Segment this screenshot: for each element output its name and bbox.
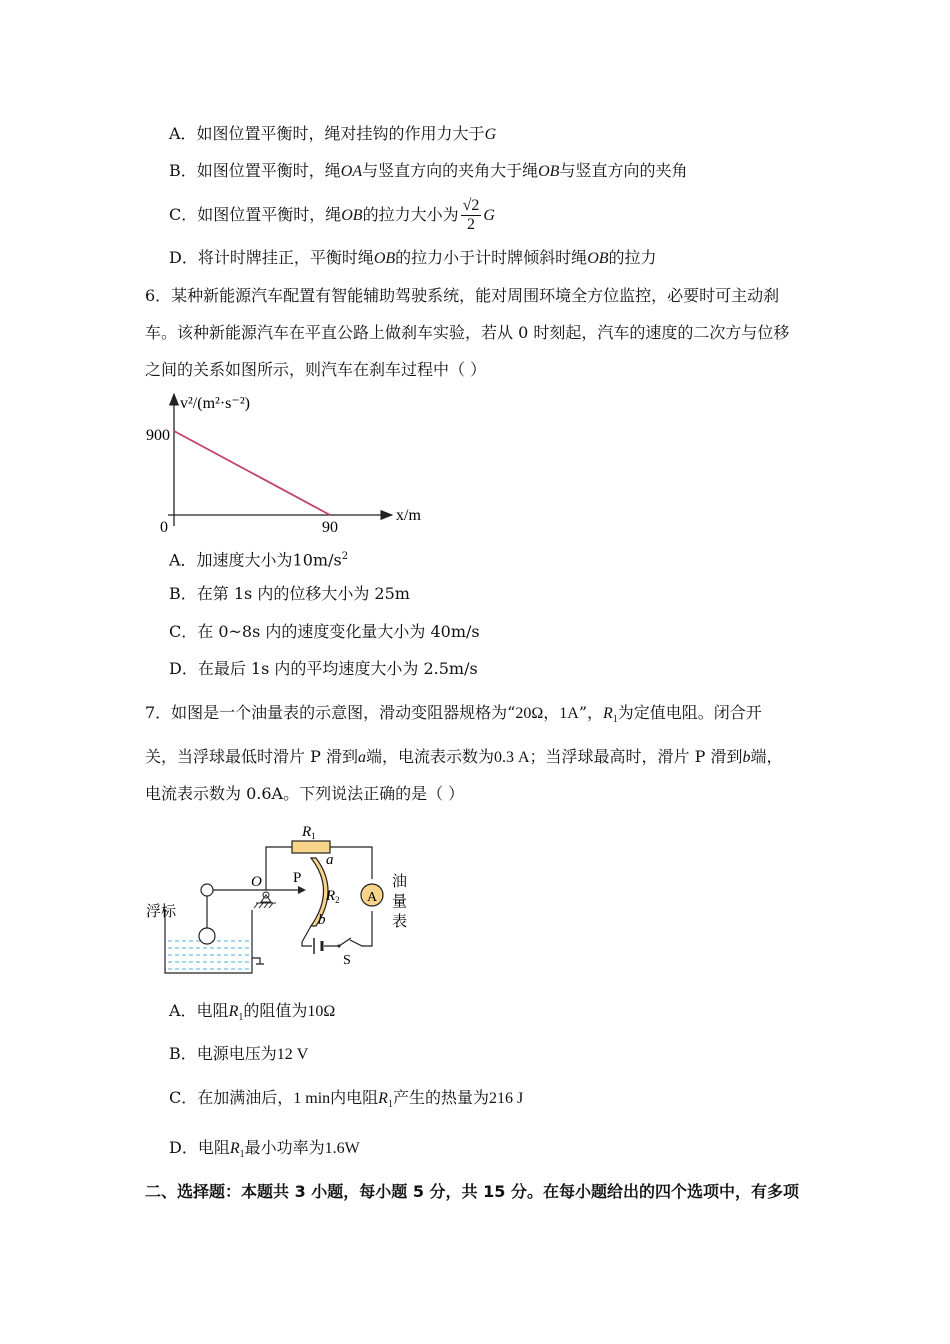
- o-label: O: [251, 874, 262, 890]
- r1-label: $R_1$: [302, 824, 316, 841]
- value: 1.6W: [324, 1140, 360, 1157]
- stem-text: 7．如图是一个油量表的示意图，滑动变阻器规格为“: [145, 703, 516, 722]
- value: 216 J: [488, 1090, 524, 1107]
- option-text: C．如图位置平衡时，绳: [169, 205, 342, 224]
- q7-option-c: [169, 1086, 523, 1117]
- x-tick-label: 90: [322, 519, 338, 536]
- q6-option-b: B．在第 1s 内的位移大小为 25m: [169, 584, 410, 603]
- option-text: 与竖直方向的夹角: [559, 161, 688, 180]
- variable: a: [357, 749, 366, 766]
- resistor-r1: [292, 841, 330, 853]
- option-text: B．电源电压为: [169, 1044, 277, 1063]
- q6-option-a: [169, 545, 348, 572]
- value: 1 min: [293, 1090, 331, 1107]
- section-2-heading: 二、选择题：本题共 3 小题，每小题 5 分，共 15 分。在每小题给出的四个选项中，有多项: [145, 1182, 799, 1201]
- gauge-label-3: 表: [392, 912, 408, 930]
- fraction: [461, 197, 482, 234]
- variable: OB: [587, 250, 609, 267]
- q6-option-d: D．在最后 1s 内的平均速度大小为 2.5m/s: [169, 659, 478, 678]
- variable: R: [228, 1003, 239, 1020]
- spec-value: 20Ω，1A: [515, 705, 579, 722]
- variable: OB: [373, 250, 396, 267]
- q5-option-b: [169, 159, 687, 184]
- slider-arrow: [298, 886, 306, 894]
- stem-text: 端，电流表示数为: [365, 747, 494, 766]
- option-text: 与竖直方向的夹角大于绳: [362, 161, 539, 180]
- stem-text: 关，当浮球最低时滑片 P 滑到: [145, 747, 358, 766]
- option-text: A．如图位置平衡时，绳对挂钩的作用力大于: [169, 124, 485, 143]
- gauge-label-1: 油: [392, 872, 408, 890]
- fraction-numerator: √2: [462, 197, 480, 214]
- variable: R: [603, 705, 613, 722]
- q7-stem-line2: [145, 745, 783, 770]
- variable: OB: [538, 163, 560, 180]
- option-text: 内电阻: [330, 1088, 379, 1107]
- option-text: 的拉力大小为: [362, 205, 459, 224]
- value: 10Ω: [307, 1003, 336, 1020]
- q6-stem-line1: 6．某种新能源汽车配置有智能辅助驾驶系统，能对周围环境全方位监控，必要时可主动刹: [145, 286, 780, 305]
- q5-option-a: [169, 122, 496, 147]
- option-text: D．将计时牌挂正，平衡时绳: [169, 248, 374, 267]
- variable: G: [483, 207, 495, 224]
- q6-option-c: C．在 0~8s 内的速度变化量大小为 40m/s: [169, 622, 480, 641]
- subscript: 1: [238, 1012, 244, 1024]
- q7-option-b: [169, 1042, 308, 1067]
- wire-bottom: [302, 911, 372, 946]
- q7-option-d: [169, 1136, 360, 1167]
- option-text: C．在加满油后，: [169, 1088, 294, 1107]
- stem-text: 端，: [750, 747, 783, 766]
- p-label: P: [293, 870, 302, 886]
- q5-option-c: [169, 196, 495, 235]
- outlet-valve: [252, 958, 264, 964]
- variable: OA: [340, 163, 363, 180]
- v2-x-graph: [140, 388, 430, 538]
- origin-label: 0: [160, 519, 168, 536]
- variable: R: [378, 1090, 388, 1107]
- data-series-line: [174, 431, 330, 515]
- switch-lever: [339, 938, 351, 946]
- option-text: 的拉力小于计时牌倾斜时绳: [395, 248, 588, 267]
- float-ball: [199, 928, 215, 944]
- lever-joint: [201, 884, 213, 896]
- subscript: 1: [387, 1099, 393, 1111]
- variable: b: [742, 749, 751, 766]
- oil-gauge-circuit-diagram: [140, 818, 430, 983]
- option-text: 最小功率为: [244, 1138, 325, 1157]
- float-label: 浮标: [146, 902, 177, 920]
- value: 12 V: [276, 1046, 309, 1063]
- option-text: 的拉力: [608, 248, 657, 267]
- stem-text: ；当浮球最高时，滑片 P 滑到: [529, 747, 743, 766]
- switch-label: S: [343, 953, 351, 968]
- gauge-label-2: 量: [392, 892, 408, 910]
- ammeter-label: A: [367, 890, 378, 905]
- option-text: B．如图位置平衡时，绳: [169, 161, 341, 180]
- a-label: a: [326, 852, 334, 868]
- subscript: 1: [239, 1149, 245, 1161]
- y-axis-label: v²/(m²·s⁻²): [180, 395, 250, 412]
- superscript: 2: [341, 551, 349, 562]
- variable: R: [229, 1140, 240, 1157]
- stem-text: ”，: [578, 703, 604, 722]
- variable: G: [484, 126, 497, 143]
- option-text: D．电阻: [169, 1138, 230, 1157]
- r2-label: $R_2$: [326, 888, 340, 905]
- subscript: 1: [612, 714, 618, 726]
- oil-level-lines: [168, 941, 249, 969]
- q6-stem-line3: 之间的关系如图所示，则汽车在刹车过程中（ ）: [145, 360, 487, 379]
- variable: OB: [341, 207, 363, 224]
- fraction-denominator: 2: [466, 216, 475, 233]
- q7-option-a: [169, 999, 335, 1030]
- value: 0.3 A: [493, 749, 530, 766]
- q5-option-d: [169, 246, 657, 271]
- y-tick-label: 900: [146, 427, 170, 444]
- option-text: A．加速度大小为10m/s: [169, 550, 342, 570]
- option-text: 的阻值为: [243, 1001, 308, 1020]
- x-axis-label: x/m: [396, 507, 421, 524]
- b-label: b: [318, 912, 326, 928]
- q7-stem-line1: [145, 701, 762, 732]
- q6-stem-line2: 车。该种新能源汽车在平直公路上做刹车实验，若从 0 时刻起，汽车的速度的二次方与位移: [145, 323, 790, 342]
- stem-text: 为定值电阻。闭合开: [617, 703, 762, 722]
- option-text: 产生的热量为: [392, 1088, 489, 1107]
- q7-stem-line3: 电流表示数为 0.6A。下列说法正确的是（ ）: [145, 784, 465, 803]
- option-text: A．电阻: [169, 1001, 229, 1020]
